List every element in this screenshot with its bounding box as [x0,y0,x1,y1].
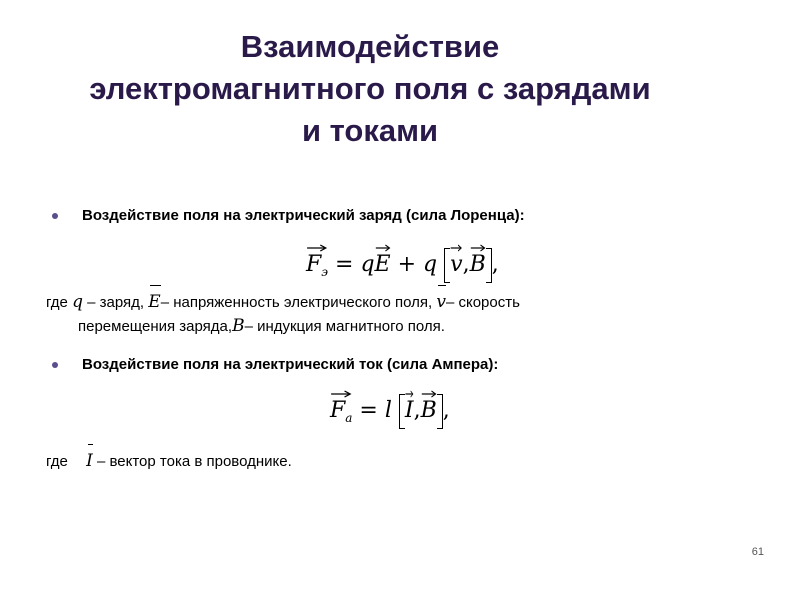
title-line-1: Взаимодействие [240,29,500,64]
square-bracket: I, B [399,398,443,423]
bullet-ampere-text: Воздействие поля на электрический ток (сила Ампера): [82,356,499,373]
symbol-v: v [436,290,446,314]
vector-arrow [330,389,352,398]
ampere-explanation: где I – вектор тока в проводнике. [46,449,292,474]
vector-v: v [450,252,462,277]
vector-arrow [421,389,437,398]
bullet-dot [52,213,58,219]
vector-F: $F_a$ [330,398,352,425]
lorentz-formula [306,252,499,279]
slide-title [0,26,740,152]
title-line-3: и токами [301,113,439,148]
ampere-formula [330,398,450,425]
lorentz-explanation-line1: где q – заряд, E– напряженность электрического поля, v– скорость [46,290,520,315]
lorentz-explanation-line2: перемещения заряда,B– индукция магнитного поля. [78,316,445,336]
bullet-lorentz-text: Воздействие поля на электрический заряд (сила Лоренца): [82,207,525,224]
vector-arrow [450,243,462,252]
vector-I: I [405,398,414,423]
vector-arrow [306,243,328,252]
formula-comma: , [491,252,499,277]
vector-E: E [375,252,391,277]
vector-F: $F_э$ [306,252,328,279]
vector-arrow [375,243,391,252]
formula-comma: , [442,398,450,423]
vector-arrow [470,243,486,252]
symbol-B: B [232,316,245,336]
symbol-q: q [360,252,375,277]
symbol-I: I [86,449,93,473]
vector-B: B [421,398,437,423]
page-number: 61 [751,546,764,558]
symbol-q: q [423,252,438,277]
symbol-q: q [72,292,83,312]
vector-arrow [405,389,414,398]
square-bracket: v, B [444,252,492,277]
equals-sign: = [359,398,378,423]
bullet-dot [52,362,58,368]
vector-B: B [470,252,486,277]
symbol-l: l [384,398,392,423]
equals-sign: = [335,252,354,277]
title-line-2: электромагнитного поля с зарядами [89,71,651,106]
symbol-E: E [148,290,160,314]
plus-sign: + [397,252,417,277]
